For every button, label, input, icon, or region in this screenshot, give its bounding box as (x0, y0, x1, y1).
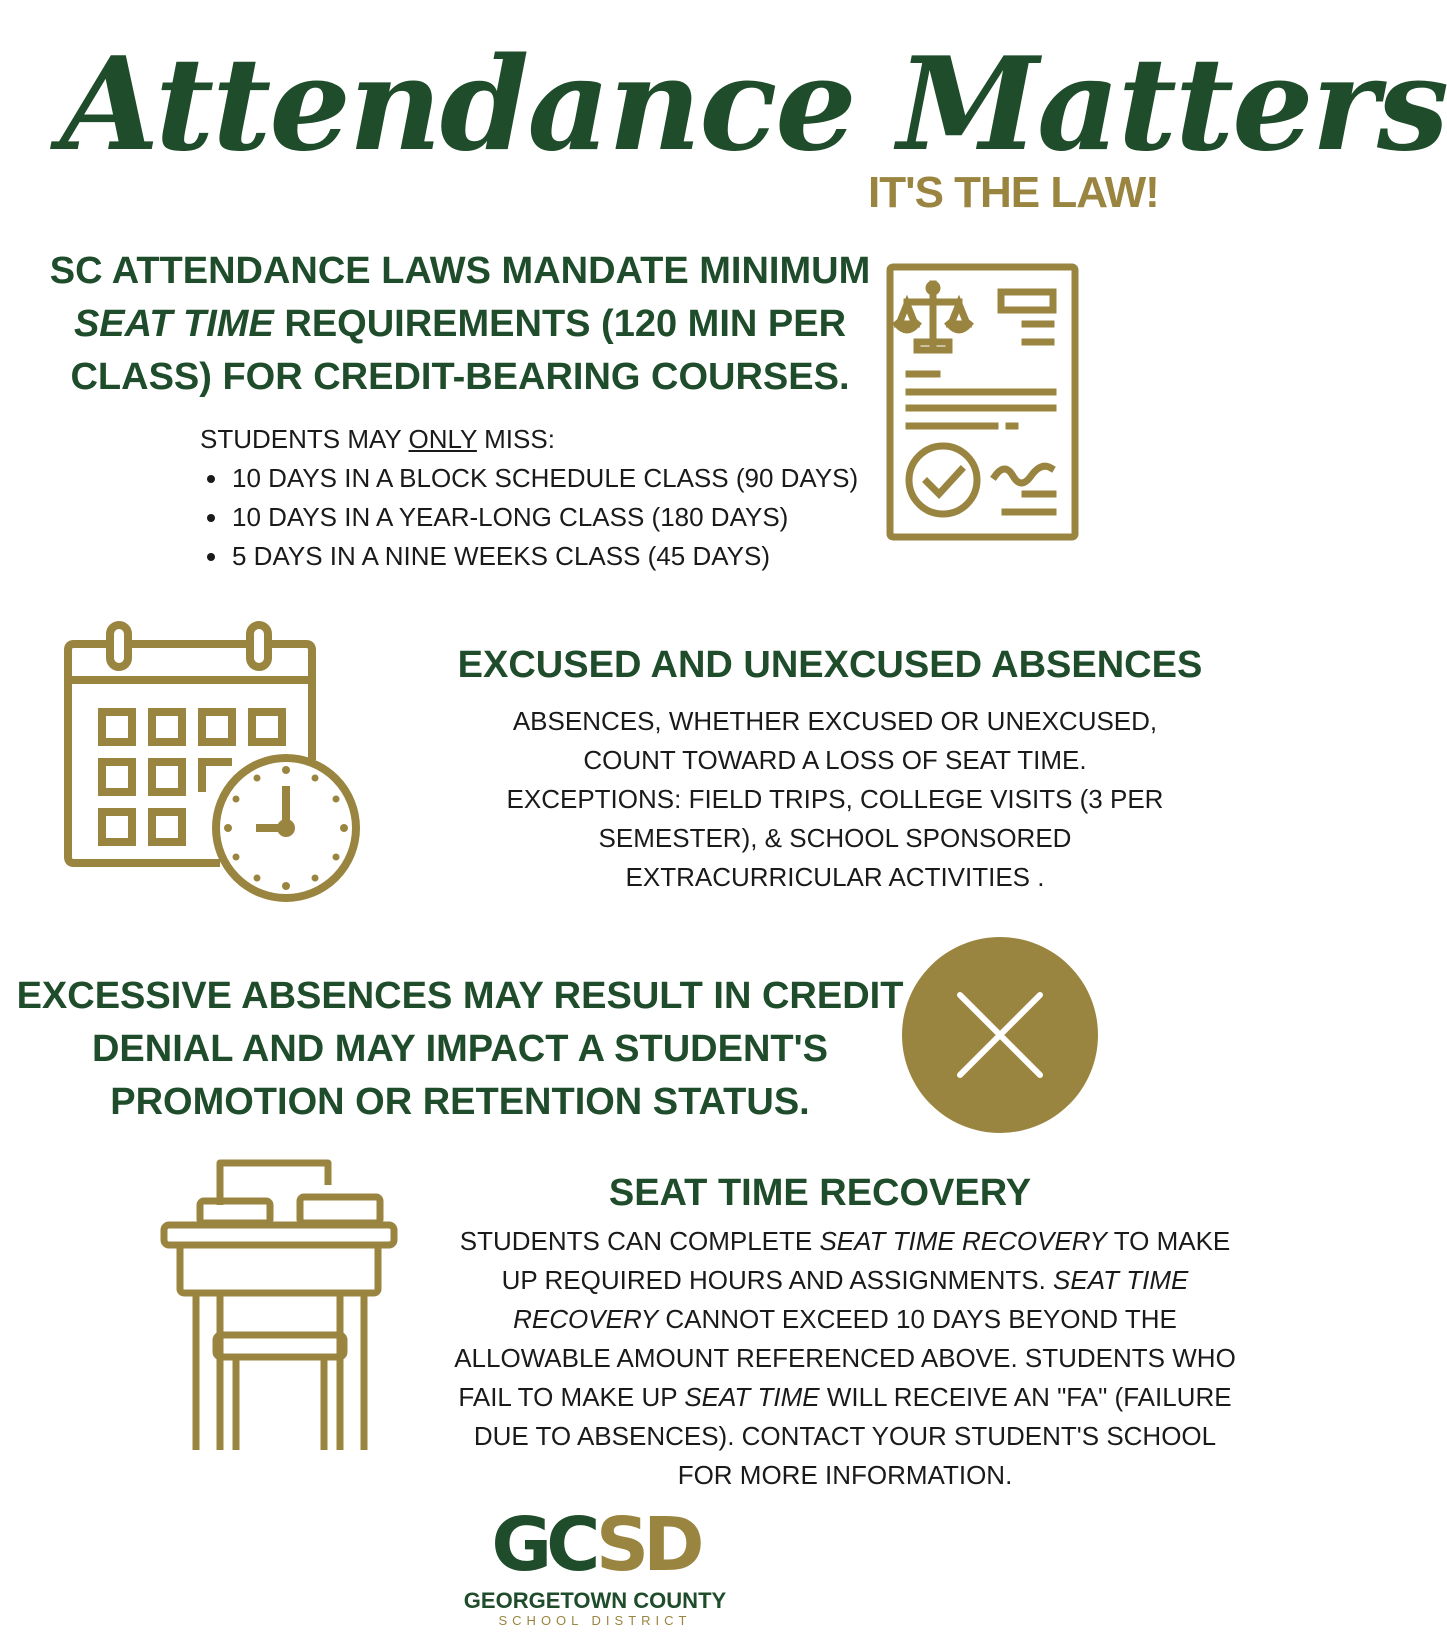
list-item: • 5 DAYS IN A NINE WEEKS CLASS (45 DAYS) (230, 537, 900, 576)
page-subtitle: IT'S THE LAW! (868, 168, 1159, 217)
intro-prefix: STUDENTS MAY (200, 424, 409, 454)
absences-body (455, 702, 1215, 897)
absences-heading: EXCUSED AND UNEXCUSED ABSENCES (457, 644, 1203, 686)
intro-underlined: ONLY (408, 424, 477, 454)
excessive-absences-line: PROMOTION OR RETENTION STATUS. (110, 1081, 810, 1123)
allowed-absences-items (200, 459, 900, 576)
recovery-italic: SEAT TIME RECOVERY (819, 1226, 1107, 1256)
intro-suffix: MISS: (476, 424, 555, 454)
recovery-text: STUDENTS CAN COMPLETE (459, 1226, 820, 1256)
absences-line: EXTRACURRICULAR ACTIVITIES . (625, 862, 1045, 892)
seat-time-recovery-heading: SEAT TIME RECOVERY (608, 1172, 1032, 1214)
allowed-absences-list (200, 420, 900, 576)
excessive-absences-line: EXCESSIVE ABSENCES MAY RESULT IN CREDIT (16, 975, 904, 1017)
page-title: Attendance Matters (60, 30, 1447, 180)
seat-time-heading-line3: CLASS) FOR CREDIT-BEARING COURSES. (70, 356, 850, 398)
seat-time-heading (30, 245, 890, 404)
recovery-text: CANNOT EXCEED 10 DAYS BEYOND THE ALLOWABLE AMOUNT REFERENCED ABOVE. STUDENTS WHO FAIL TO MAKE UP (454, 1304, 1236, 1412)
absences-line: ABSENCES, WHETHER EXCUSED OR UNEXCUSED, (512, 706, 1158, 736)
excessive-absences-line: DENIAL AND MAY IMPACT A STUDENT'S (91, 1028, 828, 1070)
seat-time-heading-line2-rest: REQUIREMENTS (120 MIN PER (273, 303, 847, 345)
seat-time-heading-line1: SC ATTENDANCE LAWS MANDATE MINIMUM (49, 250, 871, 292)
absences-line: COUNT TOWARD A LOSS OF SEAT TIME. (583, 745, 1087, 775)
list-item: • 10 DAYS IN A BLOCK SCHEDULE CLASS (90 DAYS) (230, 459, 900, 498)
x-circle-icon (900, 935, 1100, 1135)
seat-time-italic: SEAT TIME (73, 303, 274, 345)
recovery-text: TO MAKE UP REQUIRED HOURS AND ASSIGNMENTS. (501, 1226, 1231, 1295)
logo-name: GEORGETOWN COUNTY (463, 1588, 727, 1613)
seat-time-heading-line2 (30, 298, 890, 351)
logo-mark (450, 1502, 740, 1588)
absences-line: SEMESTER), & SCHOOL SPONSORED (598, 823, 1072, 853)
recovery-italic: SEAT TIME (684, 1382, 820, 1412)
recovery-text: WILL RECEIVE AN "FA" (FAILURE DUE TO ABSENCES). CONTACT YOUR STUDENT'S SCHOOL FOR MORE INFORMATION. (473, 1382, 1232, 1490)
legal-document-icon (885, 262, 1080, 542)
calendar-clock-icon (60, 620, 370, 910)
allowed-absences-intro (200, 420, 900, 459)
district-logo (450, 1502, 740, 1645)
excessive-absences-heading (15, 970, 905, 1129)
absences-line: EXCEPTIONS: FIELD TRIPS, COLLEGE VISITS (3 PER (506, 784, 1164, 814)
desk-books-icon (160, 1155, 400, 1455)
list-item: • 10 DAYS IN A YEAR-LONG CLASS (180 DAYS) (230, 498, 900, 537)
seat-time-recovery-body (445, 1222, 1245, 1495)
recovery-italic: SEAT TIME RECOVERY (513, 1265, 1189, 1334)
logo-mark-sd: SD (595, 1502, 699, 1588)
logo-mark-gc: GC (491, 1502, 596, 1588)
logo-subtitle: SCHOOL DISTRICT (498, 1613, 692, 1628)
